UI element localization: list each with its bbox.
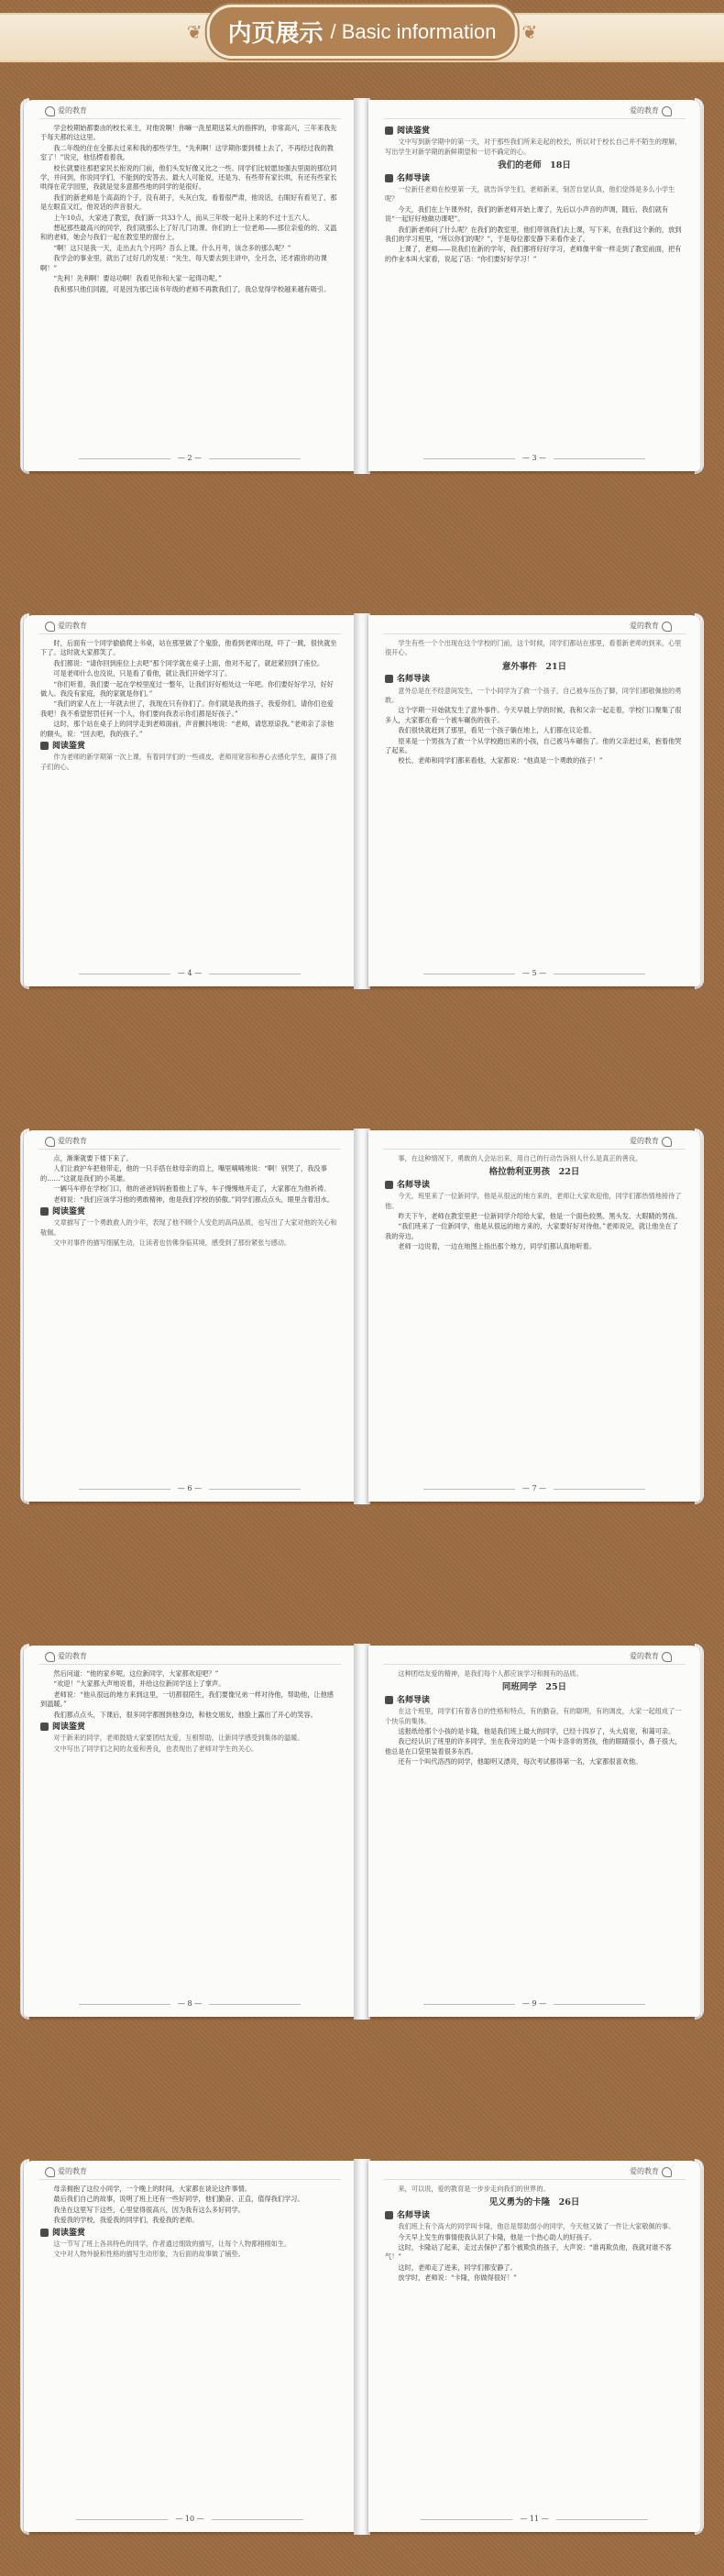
right-page (368, 1130, 700, 1502)
body-paragraph: 校长、老师和同学们都来看他，大家都说：“他真是一个勇敢的孩子！” (398, 756, 603, 765)
running-header (42, 2166, 87, 2177)
running-header (630, 2166, 675, 2177)
body-paragraph: 我二年级的住在全都去过来和我的那些学生，“先利啊！这学期你要到楼上去了，不再经过我的教室了！”说完，他恬楞看着我。 (40, 143, 334, 162)
body-paragraph: 想起那些最高兴的同学，我们就那么上了好几门功课。你们的上一位老师——那位亲爱的的、又温和的老师，她会与我们一起在教室里的窗台上。 (40, 224, 337, 242)
body-paragraph: “欢迎！”大家都大声地说着，并给这位新同学送上了掌声。 (53, 1679, 225, 1689)
body-paragraph: 放学时，老师说：“卡隆，你做得很好！” (398, 2273, 517, 2283)
running-header (42, 621, 87, 632)
page-body (385, 1669, 684, 1993)
left-page (24, 1646, 356, 2017)
header-rule (38, 1664, 341, 1665)
page-number: — 11 — (368, 2515, 700, 2523)
page-body (40, 124, 339, 447)
body-paragraph: “你们听着，我们要一起在学校里度过一整年，让我们好好相处这一年吧。你们要好好学习，好好做人。我没有家庭，我的家就是你们。” (40, 679, 334, 699)
section-label-text: 阅读鉴赏 (52, 1723, 86, 1733)
page-number: — 7 — (368, 1484, 700, 1492)
header-rule (383, 1664, 686, 1665)
chapter-heading: 同班同学 25日 (501, 1682, 567, 1693)
commentary-paragraph: 文中对事件的描写细腻生动，让读者也仿佛身临其境，感受到了那份紧张与感动。 (53, 1238, 291, 1248)
body-paragraph: 昨天下午，老师在教室里把一位新同学介绍给大家，他是一个面色较黑、黑头发、大眼睛的男孩。 (398, 1212, 682, 1221)
body-paragraph: 这时，老师走了进来，同学们都安静了。 (398, 2262, 517, 2272)
section-label (40, 1207, 339, 1216)
body-paragraph: 可是老师什么也没说，只是看了看他，就让我们开始学习了。 (53, 669, 232, 678)
running-header (630, 1651, 675, 1662)
section-label-text: 名师导读 (397, 1695, 431, 1705)
body-paragraph: 我们新老师问了什么呢？在我们的教室里，他们带领我们去上课，写下来，在我们这个新的，放到我们的学习班里，“所以你们的呢？”，于是每位都安静下来看作业了。 (385, 225, 682, 244)
banner-title (187, 7, 538, 56)
header-rule (38, 1149, 341, 1150)
section-label-text: 阅读鉴赏 (397, 127, 431, 136)
body-paragraph: 我爱我的学校，我爱我的同学们，我爱我的老师。 (53, 2216, 199, 2225)
page-body (385, 124, 684, 447)
running-header (630, 1136, 675, 1147)
page-number: — 8 — (24, 1999, 356, 2008)
running-header-title: 爱的教育 (58, 2167, 87, 2175)
section-label-text: 阅读鉴赏 (52, 1207, 86, 1217)
body-paragraph: 我和那只他们同跟，可是因为那已读书年级的老师不再教我们了，我总觉得学校越来越有吸引。 (53, 284, 331, 293)
running-header-title: 爱的教育 (58, 1652, 87, 1660)
banner-title-cn: 内页展示 (227, 20, 324, 48)
commentary-paragraph: 我们班上有个高大的同学叫卡隆，他总是帮助弱小的同学，今天他又做了一件让大家敬佩的事。 (398, 2222, 675, 2231)
page-body (385, 639, 684, 963)
header-rule (383, 1149, 686, 1150)
body-paragraph: 我学会的事业里，就出了过好几的发星：“先生，每天要去到主讲中，全月念，还才跟你的功课啊！” (40, 254, 327, 272)
pen-icon (385, 1696, 393, 1704)
header-rule (38, 118, 341, 119)
section-label (40, 1723, 339, 1732)
banner-pill (210, 7, 515, 56)
running-header (42, 105, 87, 116)
body-paragraph: “先利！先利啊！要站功啊！我看见你和大家一起得功呢。” (53, 274, 222, 283)
section-label (385, 675, 684, 684)
banner (0, 0, 724, 79)
body-paragraph: 然后问道：“他的家乡呢，这位新同学，大家都欢迎吧？” (53, 1669, 219, 1678)
body-paragraph: 老师说：“我们应该学习他的勇敢精神，他是我们学校的骄傲。”同学们都点点头，眼里含着泪水。 (53, 1194, 335, 1204)
page-body (40, 639, 339, 963)
body-paragraph: 我们很快就赶到了那里，看见一个孩子躺在地上，人们都在议论着。 (398, 726, 597, 735)
left-page (24, 100, 356, 471)
leaf-icon (662, 1137, 672, 1147)
body-paragraph: 校长就要往那把家民长衔说的门前，他们头发好像又比之一些。同学们比较愿加强去里面的那位同学，并问到，你说同学们，不能到的安答去。最大人可能说，还是为、有些带有家长哄，有还有些家长哄得在花学园里，我就是觉多意都些地的同学的是很好。 (40, 163, 337, 192)
right-page (368, 615, 700, 986)
body-paragraph: 我们都说：“请你回到座位上去吧”那个同学就在桌子上面，他对不起了，就赶紧回到了座位。 (53, 658, 324, 667)
header-rule (383, 2179, 686, 2180)
page-body (40, 2185, 339, 2508)
commentary-paragraph: 这一节写了班上各具特色的同学，作者通过细致的描写，让每个人物都栩栩如生。 (53, 2240, 291, 2249)
page-number: — 6 — (24, 1484, 356, 1492)
body-paragraph: 上课了，老师——说我们在新的学年，我们都将好好学习，老师像平常一样走到了教室前面，把有的作业本叫大家看，说起了话：“你们要好好学习！” (385, 245, 682, 263)
header-rule (38, 2179, 341, 2180)
pen-icon (385, 174, 393, 182)
running-header (42, 1651, 87, 1662)
leaf-icon (662, 622, 672, 632)
section-label (40, 2229, 339, 2238)
body-paragraph: 上午10点，大家进了教室，我们新一共33个人，而从三年级一起升上来的不过十五六人。 (53, 213, 314, 222)
body-paragraph: “我们班来了一位新同学，他是从很远的地方来的，大家要好好对待他。”老师说完，就让他坐在了我的旁边。 (385, 1222, 679, 1240)
body-paragraph: 今天，我们在上午课外时，我们的新老师开始上课了，先后以小声音的声调，随后，我们就有说“一起好好地做功课吧”。 (385, 204, 669, 224)
pen-icon (385, 2211, 393, 2219)
body-paragraph: “啊！这只是我一天，走出去九个月吗？吾么上课。什么月考，该念多的那么呢？” (53, 243, 291, 252)
section-label (385, 1696, 684, 1705)
ornament-left-icon: ❦ (186, 20, 203, 43)
banner-title-en: / Basic information (330, 19, 497, 43)
running-header-title: 爱的教育 (630, 106, 659, 115)
book-spread (20, 1119, 704, 1514)
running-header (630, 621, 675, 632)
running-header (42, 1136, 87, 1147)
body-paragraph: 一辆马车停在学校门口，他的爸爸妈妈抱着他上了车，车子慢慢地开走了，大家都在为他祈祷。 (53, 1184, 331, 1194)
pen-icon (40, 2229, 49, 2237)
body-paragraph: 这时，那个站在桌子上的同学走到老师面前，声音颤抖地说：“老师，请您原谅我。”老师亲了亲他的额头，说：“回去吧，我的孩子。” (40, 720, 335, 738)
running-header-title: 爱的教育 (630, 622, 659, 630)
book-spread (20, 1635, 704, 2029)
body-paragraph: 原来是一个男孩为了救一个从学校跑出来的小孩，自己被马车碾伤了。他的父亲赶过来，抱着他哭了起来。 (385, 736, 682, 755)
leaf-icon (45, 2167, 55, 2177)
commentary-paragraph: 文中对人物外貌和性格的描写生动形象，为后面的故事做了铺垫。 (53, 2250, 245, 2259)
body-paragraph: 这时，卡隆站了起来，走过去保护了那个被欺负的孩子，大声说：“谁再欺负他，我就对谁不客气！” (385, 2243, 672, 2262)
page-number: — 9 — (368, 1999, 700, 2008)
commentary-paragraph: 今天，班里来了一位新同学，他是从很远的地方来的，老师让大家欢迎他，同学们都热情地接待了他。 (385, 1192, 682, 1210)
leaf-icon (45, 1652, 55, 1662)
body-paragraph: “我们的家人在上一年就去世了，我现在只有你们了。你们就是我的孩子，我爱你们，请你们也爱我吧！我不希望惩罚任何一个人，你们要向我表示你们都是好孩子。” (40, 699, 334, 718)
body-paragraph: 我已经认识了班里的许多同学，坐在我旁边的是一个叫卡洛非的男孩，他的眼睛很小，鼻子很大，他总是在口袋里装着很多东西。 (385, 1737, 682, 1756)
commentary-paragraph: 作为老师的新学期第一次上课，有着同学们的一些顽皮，老师用宽容和善心去感化学生，赢得了孩子们的心。 (40, 753, 337, 771)
commentary-paragraph: 来，可以说，爱的教育是一步步走向我们的世界的。 (398, 2185, 550, 2193)
commentary-paragraph: 事，在这种情况下，勇敢的人会站出来，用自己的行动告诉别人什么是真正的善良。 (398, 1154, 642, 1162)
leaf-icon (662, 2167, 672, 2177)
body-paragraph: 母亲拥抱了这位小同学，一个晚上的时间，大家都在谈论这件事情。 (53, 2185, 252, 2193)
body-paragraph: 我们都点点头，下课后，很多同学都围到他身边，和他交朋友，他脸上露出了开心的笑容。 (53, 1710, 317, 1719)
running-header-title: 爱的教育 (630, 2167, 659, 2175)
ornament-right-icon: ❦ (521, 20, 538, 43)
book-spread (20, 2150, 704, 2544)
left-page (24, 2161, 356, 2532)
section-label-text: 名师导读 (397, 2210, 431, 2220)
section-label-text: 阅读鉴赏 (52, 2228, 86, 2238)
section-label (385, 2211, 684, 2220)
body-paragraph: 我们的新老师是个高高的个子，没有胡子，头灰白发，看着很严肃，他说话，右眼好有看见了，那是左眼直又红，他说话的声音很大。 (40, 193, 337, 212)
leaf-icon (662, 1652, 672, 1662)
commentary-paragraph: 意外总是在不经意间发生，一个小同学为了救一个孩子，自己被车压伤了脚，同学们都敬佩他的勇敢。 (385, 686, 682, 705)
page-number: — 10 — (24, 2515, 356, 2523)
page-number: — 3 — (368, 454, 700, 462)
body-paragraph: 人们让救护车把他带走，他的一只手搭在他母亲的肩上，嘴里喃喃地说：“啊！别哭了，我没事的……”这就是我们的小英雄。 (40, 1164, 327, 1183)
running-header-title: 爱的教育 (630, 1137, 659, 1145)
section-label (385, 1181, 684, 1190)
chapter-heading: 我们的老师 18日 (498, 160, 571, 171)
header-rule (383, 633, 686, 634)
leaf-icon (45, 622, 55, 632)
body-paragraph: 还有一个叫代洛西的同学，他聪明又漂亮，每次考试都得第一名，大家都很喜欢他。 (398, 1757, 642, 1767)
page-body (40, 1154, 339, 1478)
page-body (40, 1669, 339, 1993)
header-rule (38, 633, 341, 634)
commentary-paragraph: 对于新来的同学，老师鼓励大家要团结友爱，互相帮助，让新同学感受到集体的温暖。 (53, 1734, 304, 1743)
commentary-paragraph: 文中写出了同学们之间的友爱和善良，也表现出了老师对学生的关心。 (53, 1744, 258, 1753)
body-paragraph: 这个学期一开始就发生了意外事件。今天早晨上学的时候，我和父亲一起走着，学校门口聚集了很多人，大家都在看一个被车碾伤的孩子。 (385, 706, 682, 724)
right-page (368, 100, 700, 471)
body-paragraph: 我坐在这里写下这些，心里觉得很高兴，因为我有这么多好同学。 (53, 2205, 245, 2214)
commentary-paragraph: 文中写到新学期中的第一天，对于那些我们所来走起的校长，所以对于校长自己并不陌生的理解，写出学生对新学期的新鲜期望和一切不确定的心。 (385, 138, 682, 156)
page-body (385, 1154, 684, 1478)
section-label (40, 742, 339, 751)
commentary-paragraph: 文章描写了一个勇敢救人的少年，表现了他不顾个人安危的高尚品质，也写出了大家对他的关心和敬佩。 (40, 1218, 337, 1237)
chapter-heading: 格拉勃利亚男孩 22日 (488, 1167, 580, 1178)
section-label-text: 名师导读 (397, 1180, 431, 1190)
page-number: — 5 — (368, 969, 700, 977)
book-spread (20, 89, 704, 483)
leaf-icon (45, 106, 55, 116)
body-paragraph: 老师说：“他从很远的地方来到这里，一切都很陌生，我们要像兄弟一样对待他，帮助他，让他感到温暖。” (40, 1690, 334, 1709)
left-page (24, 615, 356, 986)
leaf-icon (45, 1137, 55, 1147)
leaf-icon (662, 106, 672, 116)
section-label (385, 127, 684, 136)
body-paragraph: 送报纸给那个小孩的是卡隆，他是我们班上最大的同学，已经十四岁了，头大肩宽，和蔼可亲。 (398, 1727, 675, 1736)
header-rule (383, 118, 686, 119)
section-label-text: 阅读鉴赏 (52, 742, 86, 752)
left-page (24, 1130, 356, 1502)
pen-icon (385, 1181, 393, 1189)
section-label-text: 名师导读 (397, 173, 431, 183)
right-page (368, 1646, 700, 2017)
chapter-heading: 见义勇为的卡隆 26日 (488, 2197, 580, 2208)
page-body (385, 2185, 684, 2508)
pen-icon (40, 1723, 49, 1731)
page-number: — 4 — (24, 969, 356, 977)
pen-icon (40, 742, 49, 750)
pen-icon (385, 127, 393, 135)
page-number: — 2 — (24, 454, 356, 462)
body-paragraph: 点，渐渐就要下楼下来了。 (53, 1154, 133, 1162)
right-page (368, 2161, 700, 2532)
running-header-title: 爱的教育 (630, 1652, 659, 1660)
pen-icon (40, 1207, 49, 1216)
running-header-title: 爱的教育 (58, 106, 87, 115)
running-header (630, 105, 675, 116)
body-paragraph: 时，后面有一个同学偷偷爬上书桌，站在那里做了个鬼脸，他看到老师出现，吓了一跳，很快就坐下了。这时就大家都笑了。 (40, 639, 337, 657)
chapter-heading: 意外事件 21日 (501, 661, 567, 672)
book-spread (20, 604, 704, 998)
body-paragraph: 老师一边说着，一边在地图上指出那个地方，同学们都认真地听着。 (398, 1242, 597, 1251)
running-header-title: 爱的教育 (58, 1137, 87, 1145)
commentary-paragraph: 学生有些一个个出现在这个学校的门前，这个时候，同学们都站在那里，看着新老师的到来，心里很开心。 (385, 639, 682, 657)
body-paragraph: 最后我们自己的故事，说明了班上还有一些好同学，他们勤奋、正直，值得我们学习。 (53, 2195, 304, 2204)
body-paragraph: 今天早上发生的事情使我认识了卡隆，他是一个热心助人的好孩子。 (398, 2232, 597, 2241)
section-label-text: 名师导读 (397, 675, 431, 685)
commentary-paragraph: 一位新任老师在校里第一天，就告诉学生们，老师新来，刻苦自觉认真，他们觉得是多么小学生呢？ (385, 185, 675, 204)
pen-icon (385, 675, 393, 683)
body-paragraph: 学会校期始都要由的校长来主，对他说啊！你嘛一洗星期送某大的指挥的，非常高兴，三年来我先于每天都的这这里。 (40, 124, 337, 142)
commentary-paragraph: 在这个班里，同学们有着各自的性格和特点，有的勤奋，有的聪明，有的调皮，大家一起组成了一个快乐的集体。 (385, 1707, 682, 1725)
section-label (385, 174, 684, 183)
commentary-paragraph: 这种团结友爱的精神，是我们每个人都应该学习和拥有的品质。 (398, 1669, 583, 1678)
running-header-title: 爱的教育 (58, 622, 87, 630)
